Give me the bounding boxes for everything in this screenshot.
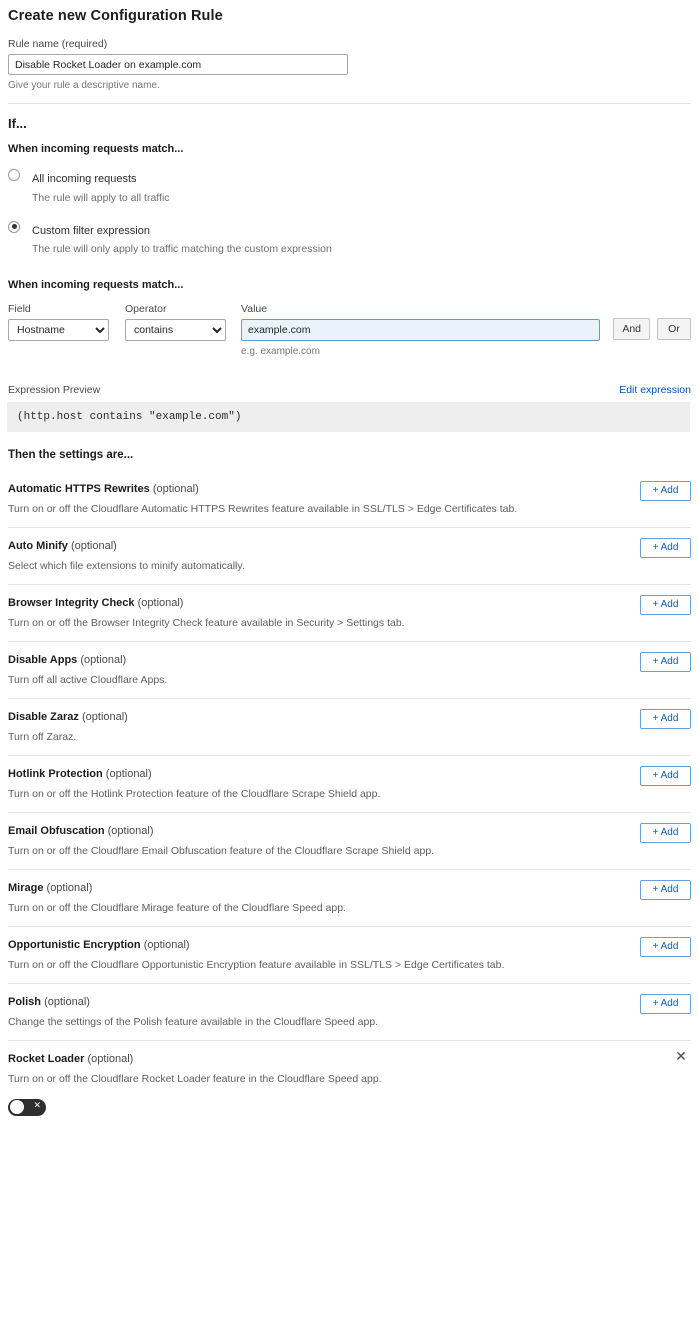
setting-description: Turn on or off the Cloudflare Opportunistic Encryption feature available in SSL/TLS > Edge Certificates tab. — [8, 958, 505, 971]
add-button-mirage[interactable]: + Add — [640, 880, 691, 900]
then-section-title: Then the settings are... — [8, 448, 134, 461]
setting-name: Rocket Loader (optional) — [8, 1052, 134, 1065]
radio-icon-all-requests[interactable] — [8, 169, 20, 181]
settings-list — [8, 471, 691, 1128]
setting-description: Turn on or off the Cloudflare Email Obfuscation feature of the Cloudflare Scrape Shield app. — [8, 844, 435, 857]
page-title: Create new Configuration Rule — [8, 8, 223, 24]
add-button-disable-apps[interactable]: + Add — [640, 652, 691, 672]
operator-select[interactable] — [125, 319, 226, 341]
setting-description: Turn off all active Cloudflare Apps. — [8, 673, 168, 686]
or-button[interactable]: Or — [657, 318, 691, 340]
setting-name: Disable Apps (optional) — [8, 653, 127, 666]
rule-name-group — [8, 38, 691, 91]
radio-icon-custom-filter[interactable] — [8, 221, 20, 233]
rule-name-input[interactable] — [8, 54, 348, 75]
setting-row-hotlink-protection — [8, 755, 691, 812]
radio-label-custom-filter: Custom filter expression — [32, 224, 150, 237]
setting-row-opportunistic-encryption — [8, 926, 691, 983]
expression-preview-box: (http.host contains "example.com") — [7, 402, 690, 432]
add-button-automatic-https-rewrites[interactable]: + Add — [640, 481, 691, 501]
setting-description: Turn on or off the Cloudflare Rocket Loader feature in the Cloudflare Speed app. — [8, 1072, 382, 1085]
radio-option-custom-filter[interactable] — [8, 219, 691, 257]
filter-logic-buttons — [613, 303, 691, 340]
add-button-browser-integrity-check[interactable]: + Add — [640, 595, 691, 615]
setting-description: Turn on or off the Cloudflare Automatic HTTPS Rewrites feature available in SSL/TLS > Edge Certificates tab. — [8, 502, 518, 515]
expression-preview-label: Expression Preview — [8, 383, 101, 396]
setting-description: Turn on or off the Browser Integrity Check feature available in Security > Settings tab. — [8, 616, 405, 629]
setting-name: Browser Integrity Check (optional) — [8, 596, 184, 609]
field-select[interactable] — [8, 319, 109, 341]
if-section-title: If... — [8, 116, 27, 131]
close-icon[interactable]: ✕ — [675, 1047, 687, 1064]
edit-expression-link[interactable]: Edit expression — [619, 383, 691, 396]
rule-name-hint: Give your rule a descriptive name. — [8, 80, 160, 91]
filter-heading: When incoming requests match... — [8, 278, 184, 291]
radio-desc-custom-filter: The rule will only apply to traffic matching the custom expression — [32, 243, 332, 256]
setting-description: Turn on or off the Hotlink Protection feature of the Cloudflare Scrape Shield app. — [8, 787, 381, 800]
setting-row-automatic-https-rewrites — [8, 471, 691, 527]
operator-column — [125, 303, 226, 341]
setting-name: Email Obfuscation (optional) — [8, 824, 154, 837]
setting-description: Turn off Zaraz. — [8, 730, 77, 743]
field-label: Field — [8, 302, 31, 315]
field-column — [8, 303, 109, 341]
and-button[interactable]: And — [613, 318, 650, 340]
value-input[interactable] — [241, 319, 600, 341]
setting-description: Change the settings of the Polish feature available in the Cloudflare Speed app. — [8, 1015, 379, 1028]
setting-name: Mirage (optional) — [8, 881, 93, 894]
rocket-loader-toggle[interactable] — [8, 1099, 46, 1116]
value-column — [241, 303, 600, 357]
setting-row-auto-minify — [8, 527, 691, 584]
setting-row-disable-apps — [8, 641, 691, 698]
value-hint: e.g. example.com — [241, 345, 320, 357]
setting-row-disable-zaraz — [8, 698, 691, 755]
rule-name-label: Rule name (required) — [8, 38, 108, 50]
add-button-disable-zaraz[interactable]: + Add — [640, 709, 691, 729]
setting-name: Auto Minify (optional) — [8, 539, 117, 552]
setting-row-polish — [8, 983, 691, 1040]
value-label: Value — [241, 302, 268, 315]
setting-description: Select which file extensions to minify automatically. — [8, 559, 245, 572]
divider-1 — [8, 103, 691, 104]
add-button-email-obfuscation[interactable]: + Add — [640, 823, 691, 843]
add-button-auto-minify[interactable]: + Add — [640, 538, 691, 558]
radio-desc-all-requests: The rule will apply to all traffic — [32, 191, 170, 204]
match-heading: When incoming requests match... — [8, 143, 184, 155]
radio-label-all-requests: All incoming requests — [32, 173, 137, 185]
filter-builder-row — [8, 303, 691, 357]
setting-row-mirage — [8, 869, 691, 926]
add-button-polish[interactable]: + Add — [640, 994, 691, 1014]
setting-row-rocket-loader — [8, 1040, 691, 1128]
setting-name: Automatic HTTPS Rewrites (optional) — [8, 482, 199, 495]
setting-name: Opportunistic Encryption (optional) — [8, 938, 190, 951]
radio-option-all-requests[interactable] — [8, 167, 691, 205]
setting-name: Hotlink Protection (optional) — [8, 767, 152, 780]
configuration-rule-form — [0, 8, 699, 1128]
toggle-off-icon: ✕ — [33, 1099, 41, 1110]
setting-name: Disable Zaraz (optional) — [8, 710, 128, 723]
setting-row-email-obfuscation — [8, 812, 691, 869]
toggle-knob — [10, 1100, 24, 1114]
add-button-hotlink-protection[interactable]: + Add — [640, 766, 691, 786]
operator-label: Operator — [125, 302, 167, 315]
add-button-opportunistic-encryption[interactable]: + Add — [640, 937, 691, 957]
setting-description: Turn on or off the Cloudflare Mirage feature of the Cloudflare Speed app. — [8, 901, 346, 914]
setting-row-browser-integrity-check — [8, 584, 691, 641]
setting-name: Polish (optional) — [8, 995, 90, 1008]
expression-preview-header — [8, 384, 691, 396]
